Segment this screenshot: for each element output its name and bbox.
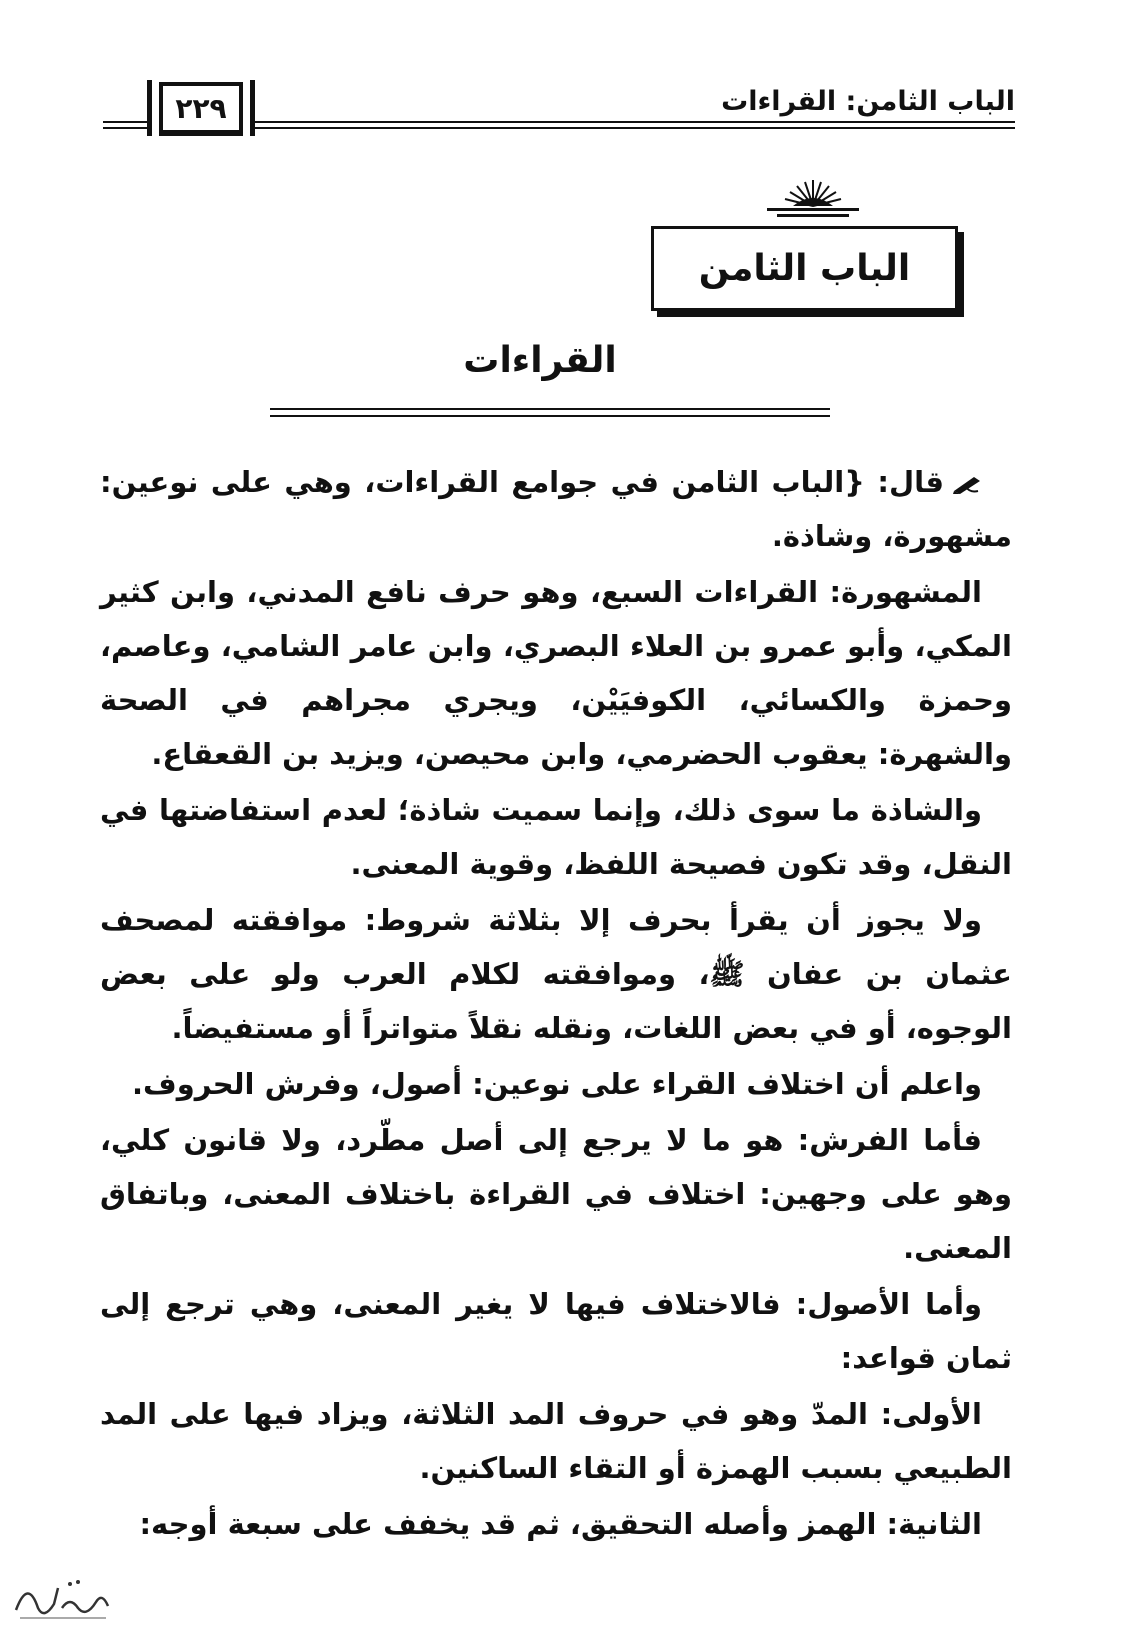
sunburst-ornament-icon (763, 178, 863, 218)
paragraph: والشاذة ما سوى ذلك، وإنما سميت شاذة؛ لعدم استفاضتها في النقل، وقد تكون فصيحة اللفظ، وقوية المعنى. (100, 793, 1012, 881)
section-title-rule (270, 408, 830, 417)
body-text (100, 455, 1012, 1551)
paragraph: الأولى: المدّ وهو في حروف المد الثلاثة، ويزاد فيها على المد الطبيعي بسبب الهمزة أو التقاء الساكنين. (100, 1397, 1012, 1485)
paragraph (100, 455, 1012, 563)
paragraph: الثانية: الهمز وأصله التحقيق، ثم قد يخفف على سبعة أوجه: (139, 1507, 982, 1541)
paragraph: واعلم أن اختلاف القراء على نوعين: أصول، وفرش الحروف. (131, 1067, 982, 1101)
running-title: الباب الثامن: القراءات (721, 86, 1015, 117)
chapter-title: الباب الثامن (698, 248, 911, 289)
running-header (103, 78, 1015, 138)
pen-icon (952, 473, 982, 495)
header-rule-left (103, 121, 147, 129)
page-number: ٢٢٩ (159, 82, 243, 136)
paragraph: فأما الفرش: هو ما لا يرجع إلى أصل مطّرد، ولا قانون كلي، وهو على وجهين: اختلاف في القراءة باختلاف المعنى، وباتفاق المعنى. (100, 1123, 1012, 1265)
calligraphy-watermark-logo (8, 1568, 118, 1628)
page-number-box (147, 80, 255, 136)
section-title: القراءات (463, 340, 617, 381)
paragraph: المشهورة: القراءات السبع، وهو حرف نافع المدني، وابن كثير المكي، وأبو عمرو بن العلاء البصري، وابن عامر الشامي، وعاصم، وحمزة والكسائي، الكوفيَيْن، ويجري مجراهم في الصحة والشهرة: يعقوب الحضرمي، وابن محيصن، ويزيد بن القعقاع. (100, 575, 1012, 771)
chapter-title-box (651, 226, 958, 311)
paragraph-text: قال: {الباب الثامن في جوامع القراءات، وهي على نوعين: مشهورة، وشاذة. (100, 465, 1012, 553)
paragraph: وأما الأصول: فالاختلاف فيها لا يغير المعنى، وهي ترجع إلى ثمان قواعد: (100, 1287, 1012, 1375)
header-rule-right (255, 121, 1015, 129)
paragraph: ولا يجوز أن يقرأ بحرف إلا بثلاثة شروط: موافقته لمصحف عثمان بن عفان ﷺ، وموافقته لكلام العرب ولو على بعض الوجوه، أو في بعض اللغات، ونقله نقلاً متواتراً أو مستفيضاً. (100, 903, 1012, 1045)
